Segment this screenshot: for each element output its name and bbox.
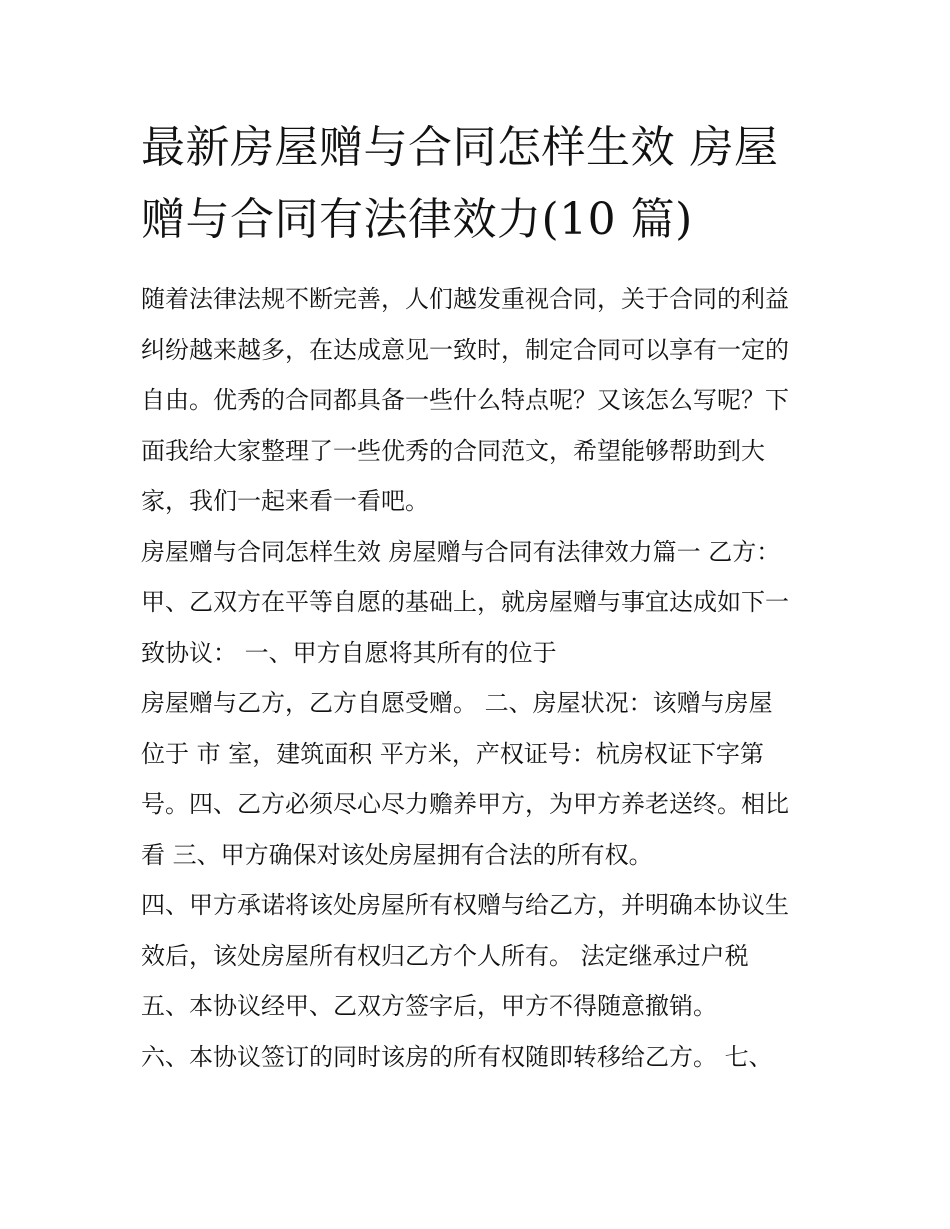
paragraph-line: 位于 市 室，建筑面积 平方米，产权证号：杭房权证下字第: [141, 739, 764, 768]
paragraph-line: 致协议： 一、甲方自愿将其所有的位于: [141, 638, 557, 667]
paragraph-line: 房屋赠与乙方，乙方自愿受赠。 二、房屋状况：该赠与房屋: [141, 689, 773, 717]
paragraph-line: 号。四、乙方必须尽心尽力赡养甲方，为甲方养老送终。相比: [141, 790, 789, 818]
document-title: 最新房屋赠与合同怎样生效 房屋赠与合同有法律效力(10 篇): [141, 122, 779, 245]
paragraph-line: 四、甲方承诺将该处房屋所有权赠与给乙方，并明确本协议生: [141, 891, 789, 919]
paragraph-line: 甲、乙双方在平等自愿的基础上，就房屋赠与事宜达成如下一: [141, 588, 789, 616]
paragraph-line: 家，我们一起来看一看吧。: [141, 487, 429, 515]
paragraph-clause-six: [141, 1032, 813, 1083]
paragraph-line: 看 三、甲方确保对该处房屋拥有合法的所有权。: [141, 840, 653, 869]
paragraph-intro: [141, 274, 813, 527]
paragraph-line: 效后，该处房屋所有权归乙方个人所有。 法定继承过户税: [141, 941, 749, 970]
paragraph-line: 纠纷越来越多，在达成意见一致时，制定合同可以享有一定的: [141, 335, 789, 364]
paragraph-line: 房屋赠与合同怎样生效 房屋赠与合同有法律效力篇一 乙方：: [141, 537, 781, 566]
paragraph-section-one: [141, 527, 813, 679]
paragraph-line: 六、本协议签订的同时该房的所有权随即转移给乙方。 七、: [141, 1042, 773, 1071]
paragraph-line: 五、本协议经甲、乙双方签字后，甲方不得随意撤销。: [141, 992, 717, 1020]
paragraph-line: 随着法律法规不断完善，人们越发重视合同，关于合同的利益: [141, 285, 789, 313]
paragraph-line: 面我给大家整理了一些优秀的合同范文，希望能够帮助到大: [141, 436, 765, 465]
paragraph-line: 自由。优秀的合同都具备一些什么特点呢？又该怎么写呢？下: [141, 386, 789, 414]
paragraph-property-status: [141, 678, 813, 880]
paragraph-clause-five: [141, 981, 813, 1032]
document-body: [141, 112, 813, 1082]
paragraph-clause-four: [141, 880, 813, 981]
